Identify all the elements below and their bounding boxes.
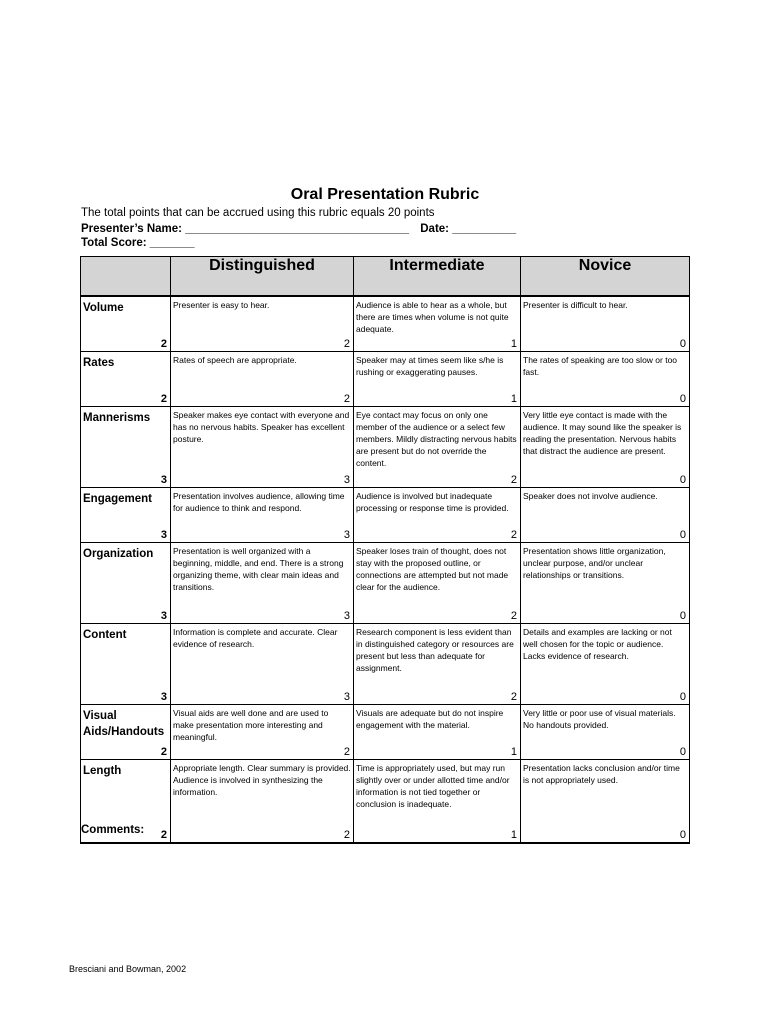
distinguished-description: Information is complete and accurate. Clear evidence of research. bbox=[171, 624, 354, 692]
max-points: 2 bbox=[81, 338, 171, 352]
max-points: 2 bbox=[81, 746, 171, 760]
presenter-line bbox=[81, 223, 516, 235]
distinguished-points: 2 bbox=[171, 338, 354, 352]
distinguished-points: 2 bbox=[171, 746, 354, 760]
intermediate-points: 1 bbox=[354, 393, 521, 407]
distinguished-points: 3 bbox=[171, 474, 354, 488]
rubric-row bbox=[81, 543, 690, 611]
citation: Bresciani and Bowman, 2002 bbox=[69, 964, 187, 974]
distinguished-points: 2 bbox=[171, 393, 354, 407]
rubric-row bbox=[81, 624, 690, 692]
novice-description: Very little or poor use of visual materials. No handouts provided. bbox=[521, 705, 690, 747]
criterion-label: Engagement bbox=[81, 488, 171, 530]
points-row bbox=[81, 393, 690, 407]
criterion-label: Content bbox=[81, 624, 171, 692]
distinguished-points: 3 bbox=[171, 691, 354, 705]
intermediate-points: 1 bbox=[354, 829, 521, 843]
rubric-row bbox=[81, 407, 690, 475]
novice-points: 0 bbox=[521, 529, 690, 543]
intermediate-points: 2 bbox=[354, 474, 521, 488]
rubric-body bbox=[81, 296, 690, 843]
criterion-label: Rates bbox=[81, 352, 171, 394]
presenter-name-label: Presenter’s Name: ___________________________________ bbox=[81, 223, 410, 235]
distinguished-description: Presentation involves audience, allowing time for audience to think and respond. bbox=[171, 488, 354, 530]
column-header-intermediate: Intermediate bbox=[354, 257, 521, 297]
criterion-label: Visual Aids/Handouts bbox=[81, 705, 171, 747]
intermediate-points: 1 bbox=[354, 338, 521, 352]
rubric-table bbox=[80, 256, 690, 844]
distinguished-points: 3 bbox=[171, 610, 354, 624]
novice-description: Presenter is difficult to hear. bbox=[521, 296, 690, 338]
novice-points: 0 bbox=[521, 746, 690, 760]
intermediate-description: Speaker loses train of thought, does not stay with the proposed outline, or connections are attempted but not made clear for the audience. bbox=[354, 543, 521, 611]
novice-points: 0 bbox=[521, 829, 690, 843]
distinguished-description: Visual aids are well done and are used to make presentation more interesting and meaningful. bbox=[171, 705, 354, 747]
distinguished-description: Presenter is easy to hear. bbox=[171, 296, 354, 338]
max-points: 3 bbox=[81, 529, 171, 543]
date-label: Date: __________ bbox=[420, 223, 517, 235]
novice-description: Very little eye contact is made with the audience. It may sound like the speaker is reading the presentation. Nervous habits that distract the audience are present. bbox=[521, 407, 690, 475]
intermediate-description: Audience is able to hear as a whole, but there are times when volume is not quite adequate. bbox=[354, 296, 521, 338]
distinguished-points: 2 bbox=[171, 829, 354, 843]
intermediate-description: Eye contact may focus on only one member of the audience or a select few members. Mildly distracting nervous habits are present but do not override the content. bbox=[354, 407, 521, 475]
rubric-row bbox=[81, 705, 690, 747]
page-title: Oral Presentation Rubric bbox=[290, 186, 480, 203]
rubric-row bbox=[81, 760, 690, 830]
novice-description: Presentation lacks conclusion and/or time is not appropriately used. bbox=[521, 760, 690, 830]
distinguished-description: Speaker makes eye contact with everyone and has no nervous habits. Speaker has excellent posture. bbox=[171, 407, 354, 475]
rubric-description: The total points that can be accrued using this rubric equals 20 points bbox=[81, 207, 435, 219]
novice-description: The rates of speaking are too slow or too fast. bbox=[521, 352, 690, 394]
points-row bbox=[81, 691, 690, 705]
novice-points: 0 bbox=[521, 691, 690, 705]
total-score-label: Total Score: _______ bbox=[81, 237, 195, 249]
criterion-label: Mannerisms bbox=[81, 407, 171, 475]
points-row bbox=[81, 474, 690, 488]
points-row bbox=[81, 610, 690, 624]
distinguished-description: Presentation is well organized with a beginning, middle, and end. There is a strong organizing theme, with clear main ideas and transitions. bbox=[171, 543, 354, 611]
rubric-row bbox=[81, 488, 690, 530]
novice-points: 0 bbox=[521, 338, 690, 352]
novice-points: 0 bbox=[521, 393, 690, 407]
intermediate-description: Speaker may at times seem like s/he is rushing or exaggerating pauses. bbox=[354, 352, 521, 394]
max-points: 3 bbox=[81, 610, 171, 624]
intermediate-description: Visuals are adequate but do not inspire engagement with the material. bbox=[354, 705, 521, 747]
column-header-distinguished: Distinguished bbox=[171, 257, 354, 297]
intermediate-points: 1 bbox=[354, 746, 521, 760]
comments-label: Comments: bbox=[81, 824, 145, 836]
rubric-row bbox=[81, 296, 690, 338]
criterion-label: Organization bbox=[81, 543, 171, 611]
max-points: 3 bbox=[81, 691, 171, 705]
max-points: 2 bbox=[81, 829, 171, 843]
intermediate-points: 2 bbox=[354, 610, 521, 624]
header-row bbox=[81, 257, 690, 297]
criterion-label: Volume bbox=[81, 296, 171, 338]
novice-description: Speaker does not involve audience. bbox=[521, 488, 690, 530]
distinguished-description: Appropriate length. Clear summary is provided. Audience is involved in synthesizing the information. bbox=[171, 760, 354, 830]
novice-points: 0 bbox=[521, 610, 690, 624]
max-points: 3 bbox=[81, 474, 171, 488]
distinguished-description: Rates of speech are appropriate. bbox=[171, 352, 354, 394]
criterion-label: Length bbox=[81, 760, 171, 830]
intermediate-points: 2 bbox=[354, 691, 521, 705]
max-points: 2 bbox=[81, 393, 171, 407]
novice-description: Presentation shows little organization, unclear purpose, and/or unclear relationships or transitions. bbox=[521, 543, 690, 611]
novice-points: 0 bbox=[521, 474, 690, 488]
column-header-novice: Novice bbox=[521, 257, 690, 297]
points-row bbox=[81, 338, 690, 352]
points-row bbox=[81, 829, 690, 843]
points-row bbox=[81, 529, 690, 543]
points-row bbox=[81, 746, 690, 760]
intermediate-points: 2 bbox=[354, 529, 521, 543]
distinguished-points: 3 bbox=[171, 529, 354, 543]
intermediate-description: Time is appropriately used, but may run slightly over or under allotted time and/or information is not tied together or conclusion is inadequate. bbox=[354, 760, 521, 830]
header-corner bbox=[81, 257, 171, 297]
rubric-row bbox=[81, 352, 690, 394]
intermediate-description: Research component is less evident than in distinguished category or resources are present but less than adequate for assignment. bbox=[354, 624, 521, 692]
novice-description: Details and examples are lacking or not well chosen for the topic or audience. Lacks evidence of research. bbox=[521, 624, 690, 692]
intermediate-description: Audience is involved but inadequate processing or response time is provided. bbox=[354, 488, 521, 530]
